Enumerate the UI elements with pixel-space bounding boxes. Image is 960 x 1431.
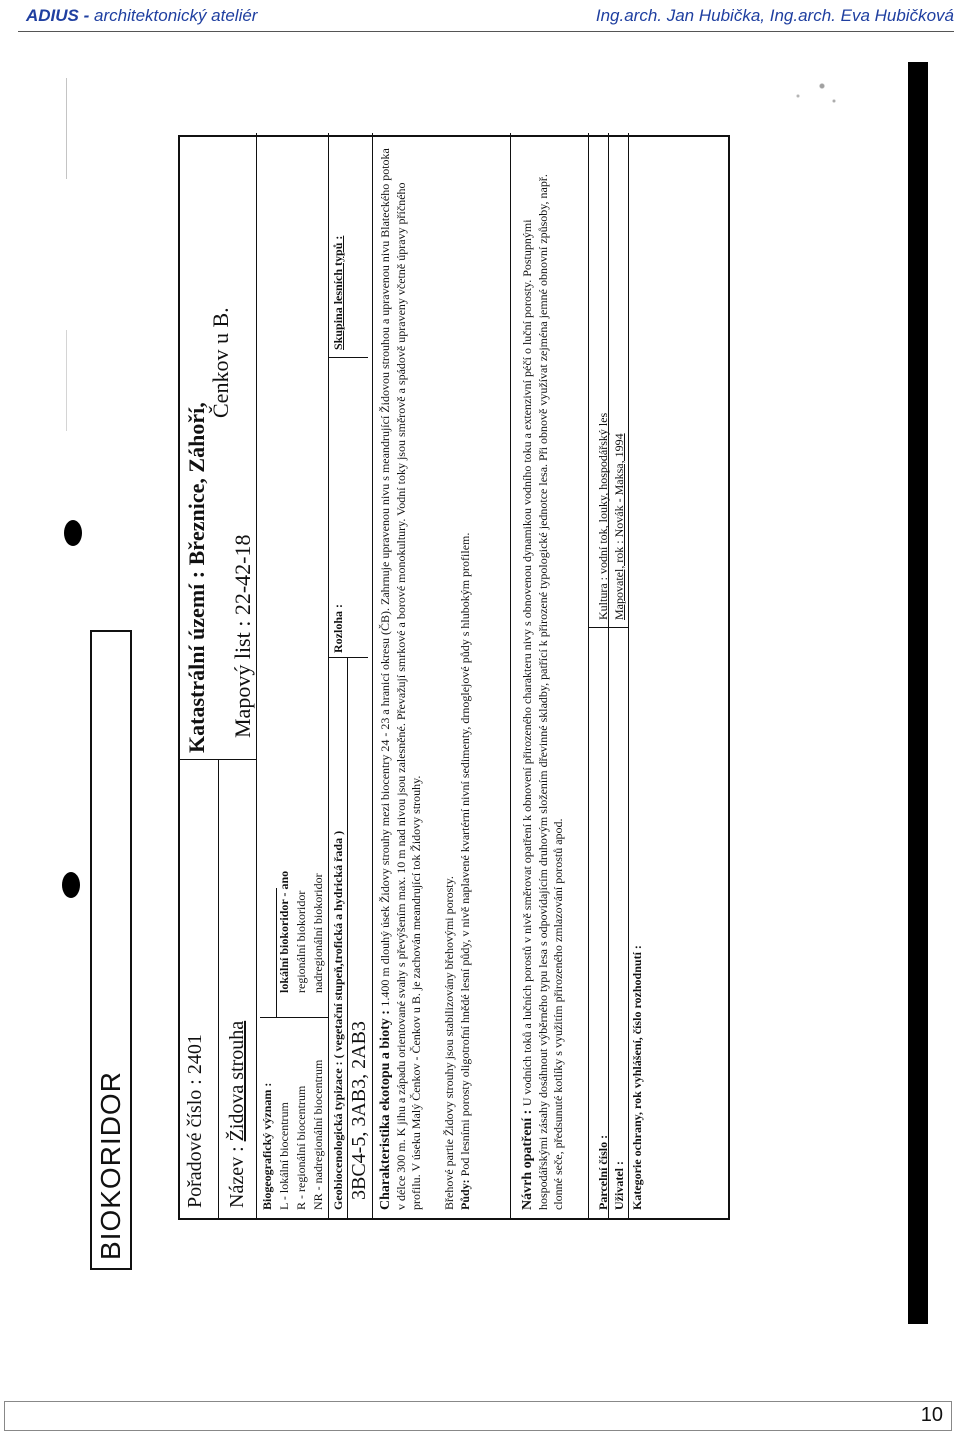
rule [180,759,256,760]
rotated-document [90,148,644,1270]
mapovatel: Mapovatel, rok : Novák - Maksa, 1994 [612,433,626,620]
rule [260,1017,328,1018]
bio-NR: NR - nadregionální biocentrum [311,1059,325,1210]
kor-3: nadregionální biokoridor [311,873,325,993]
bio-title: Biogeografický význam : [260,1082,274,1210]
page-number: 10 [920,1404,943,1426]
firm-name: ADIUS - architektonický ateliér [26,6,258,25]
kor-1: lokální biokoridor - ano [277,870,291,993]
page-header [0,0,960,34]
rule [588,133,589,1218]
punch-hole [64,520,82,546]
rule [608,133,609,1218]
kultura: Kultura : vodní tok, louky, hospodářský les [596,412,610,620]
uzivatel: Uživatel : [612,1161,626,1210]
rule [328,657,368,658]
scan-artifact-line [66,78,67,1338]
rule [372,133,373,1218]
rule [328,357,368,358]
rozloha: Rozloha : [331,604,345,653]
punch-hole [62,872,80,898]
document-type-label: BIOKORIDOR [90,630,132,1270]
rule [328,133,329,1218]
rule [510,133,511,1218]
mapovy-list: Mapový list : 22-42-18 [230,534,255,738]
characteristics-2: Břehové partie Židovy strouhy jsou stabilizovány břehovými porosty. [442,876,456,1210]
header-rule [18,31,954,32]
poradove-cislo: Pořadové číslo : 2401 [184,1034,206,1208]
characteristics: Charakteristika ekotopu a bioty : 1.400 m dlouhý úsek Židovy strouhy mezi biocentry 24 - 23 a hranicí okresu (ČB). Zahrnuje upravenou nivu s meandrující Židovou strouhou a upravenou nivu Blateckého potoka v délce 300 m. K jihu a západu orientované svahy s převýšením max. 10 m nad nivou jsou zalesněné. Převažují smrkové a borové monokultury. Vodní toky jsou směrově a spádově upraveny včetně úpravy příčného profilu. V úseku Malý Čenkov - Čenkov u B. je zachován meandrující tok Židovy strouhy. [378,148,423,1210]
rule [256,133,257,1218]
geo-value: 3BC4-5, 3AB3, 2AB3 [348,1021,370,1200]
rule [628,133,629,1218]
bio-R: R - regionální biocentrum [294,1085,308,1210]
skupina: Skupina lesních typů : [331,235,345,350]
bio-L: L - lokální biocentrum [277,1102,291,1210]
nazev: Název : Židova strouha [226,1020,248,1208]
geo-label: Geobiocenologická typizace : ( vegetační stupeň,trofická a hydrická řada ) [331,830,345,1210]
kor-2: regionální biokoridor [294,890,308,993]
scan-edge-bar [908,62,928,1324]
kategorie-ochrany: Kategorie ochrany, rok vyhlášení, číslo rozhodnutí : [630,945,644,1210]
page-number-box [4,1401,952,1431]
navrh-opatreni: Návrh opatření : U vodních toků a lučních porostů v nivě směrovat opatření k obnovení přirozeného charakteru nivy s obnovenou dynamikou vodního toku a extenzivní péčí o luční porosty. Postupnými hospodářskými zásahy dosáhnout výběrného typu lesa s odpovídajícím druhovým složením dřevinné skladby, patřící k přirozené typologické jednotce lesa. Při obnově využívat zejména jemné obnovní způsoby, např. clonné seče, předsunuté kotlíky s využitím přirozeného zmlazování porostů apod. [520,174,565,1210]
biocorridor-form [178,135,730,1220]
pudy: Půdy: Pod lesními porosty oligotrofní hnědé lesní půdy, v nivě naplavené kvartérní nivní sedimenty, drnoglejové půdy s hlubokým profilem. [458,532,472,1210]
parcelni-cislo: Parcelní číslo : [596,1134,610,1210]
rule [218,760,219,1218]
katastralni-uzemi-2: Čenkov u B. [208,307,233,418]
scan-speckle [750,66,870,116]
authors: Ing.arch. Jan Hubička, Ing.arch. Eva Hubičková [595,6,954,25]
katastralni-uzemi: Katastrální území : Březnice, Záhoří, [184,402,209,753]
